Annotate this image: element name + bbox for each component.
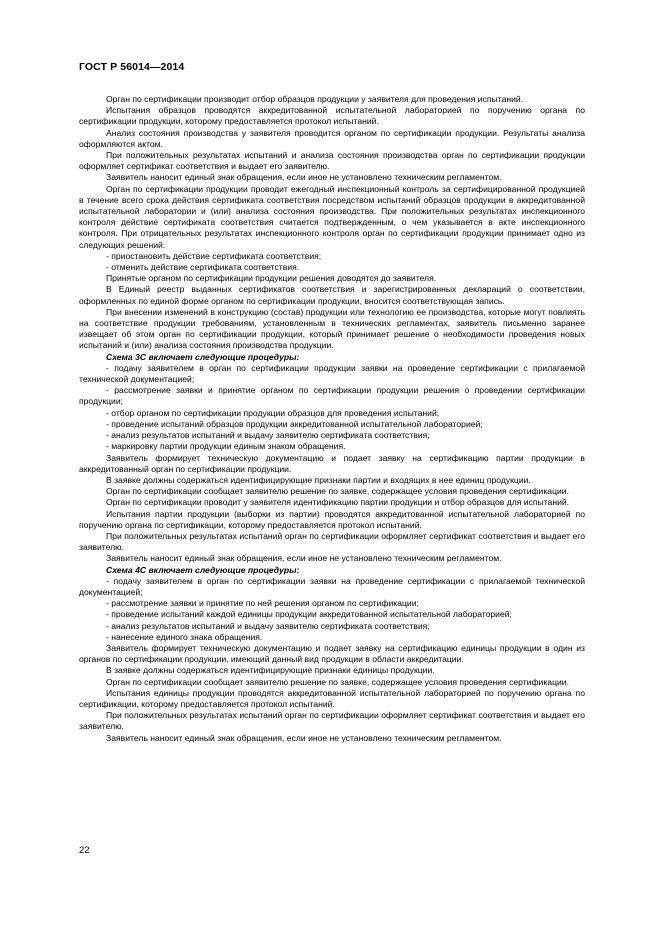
list-item: - проведение испытаний образцов продукции аккредитованной испытательной лабораторией; bbox=[106, 418, 483, 429]
section-heading: Схема 4С включает следующие процедуры: bbox=[106, 564, 300, 575]
list-item: - нанесение единого знака обращения. bbox=[106, 631, 263, 642]
body-paragraph: Орган по сертификации проводит у заявителя идентификацию партии продукции и отбор образцов для испытаний. bbox=[106, 497, 570, 508]
body-paragraph: Заявитель наносит единый знак обращения, если иное не установлено техническим регламентом. bbox=[106, 732, 502, 743]
body-paragraph: В Единый реестр выданных сертификатов соответствия и зарегистрированных деклараций о соответствии, оформленных по единой форме органом по сертификации продукции, вносится соответствующая запись. bbox=[79, 284, 585, 306]
list-item: - отбор органом по сертификации продукции образцов для проведения испытаний; bbox=[106, 407, 440, 418]
list-item: - подачу заявителем в орган по сертификации заявки на проведение сертификации с прилагаемой технической документацией; bbox=[79, 575, 585, 597]
body-paragraph: Заявитель наносит единый знак обращения, если иное не установлено техническим регламентом. bbox=[106, 553, 502, 564]
body-paragraph: Орган по сертификации сообщает заявителю решение по заявке, содержащее условия проведения сертификации. bbox=[106, 676, 570, 687]
body-paragraph: При положительных результатах испытаний орган по сертификации оформляет сертификат соответствия и выдает его заявителю. bbox=[79, 710, 585, 732]
body-paragraph: Испытания партии продукции (выборки из партии) проводятся аккредитованной испытательной лабораторией по поручению органа по сертификации, которому предоставляется протокол испытаний. bbox=[79, 508, 585, 530]
body-paragraph: Испытания образцов проводятся аккредитованной испытательной лабораторией по поручению органа по сертификации продукции, которому предоставляется протокол испытаний. bbox=[79, 105, 585, 127]
list-item: - анализ результатов испытаний и выдачу заявителю сертификата соответствия; bbox=[106, 620, 430, 631]
list-item: - отменить действие сертификата соответствия. bbox=[106, 262, 300, 273]
body-paragraph: Орган по сертификации продукции проводит ежегодный инспекционный контроль за сертифицированной продукцией в течение всего срока действия сертификата соответствия посредством испытаний образцов продукции в аккредитованной испытательной лаборатории и (или) анализа состояния производства. При положительных результатах инспекционного контроля действие сертификата соответствия считается подтвержденным, о чем указывается в акте инспекционного контроля. При отрицательных результатах инспекционного контроля орган по сертификации продукции принимает одно из следующих решений: bbox=[79, 183, 585, 250]
list-item: - подачу заявителем в орган по сертификации продукции заявки на проведение сертификации с прилагаемой технической документацией; bbox=[79, 362, 585, 385]
document-body bbox=[79, 94, 585, 744]
body-paragraph: Орган по сертификации сообщает заявителю решение по заявке, содержащее условия проведения сертификации. bbox=[106, 486, 570, 497]
body-paragraph: Заявитель формирует техническую документацию и подает заявку на сертификацию единицы продукции в один из органов по сертификации продукции, имеющий данный вид продукции в области аккредитации. bbox=[79, 642, 585, 665]
document-header: ГОСТ Р 56014—2014 bbox=[79, 61, 185, 73]
body-paragraph: В заявке должны содержаться идентифицирующие признаки единицы продукции. bbox=[106, 665, 435, 676]
body-paragraph: При положительных результатах испытаний орган по сертификации оформляет сертификат соответствия и выдает его заявителю. bbox=[79, 530, 585, 553]
body-paragraph: Заявитель формирует техническую документацию и подает заявку на сертификацию партии продукции в аккредитованный орган по сертификации продукции. bbox=[79, 452, 585, 474]
list-item: - рассмотрение заявки и принятие органом по сертификации продукции решения о проведении сертификации продукции; bbox=[79, 385, 585, 407]
body-paragraph: Анализ состояния производства у заявителя проводится органом по сертификации продукции. Результаты анализа оформляются актом. bbox=[79, 127, 585, 149]
list-item: - анализ результатов испытаний и выдачу заявителю сертификата соответствия; bbox=[106, 430, 430, 441]
page-number: 22 bbox=[79, 845, 90, 856]
body-paragraph: В заявке должны содержаться идентифицирующие признаки партии и входящих в нее единиц продукции. bbox=[106, 474, 531, 485]
section-heading: Схема 3С включает следующие процедуры: bbox=[106, 351, 300, 362]
body-paragraph: При положительных результатах испытаний и анализа состояния производства орган по сертификации продукции оформляет сертификат соответствия и выдает его заявителю. bbox=[79, 150, 585, 172]
body-paragraph: При внесении изменений в конструкцию (состав) продукции или технологию ее производства, которые могут повлиять на соответствие продукции требованиям, установленным в технических регламентах, заявитель письменно заранее извещает об этом орган по сертификации продукции, который принимает решение о необходимости проведения новых испытаний и (или) анализа состояния производства продукции. bbox=[79, 306, 585, 351]
list-item: - маркировку партии продукции единым знаком обращения. bbox=[106, 441, 346, 452]
body-paragraph: Заявитель наносит единый знак обращения, если иное не установлено техническим регламентом. bbox=[106, 172, 502, 183]
body-paragraph: Испытания единицы продукции проводятся аккредитованной испытательной лабораторией по поручению органа по сертификации, которому предоставляется протокол испытаний. bbox=[79, 687, 585, 709]
list-item: - проведение испытаний каждой единицы продукции аккредитованной испытательной лабораторией; bbox=[106, 609, 512, 620]
body-paragraph: Орган по сертификации производит отбор образцов продукции у заявителя для проведения испытаний. bbox=[106, 94, 524, 104]
list-item: - приостановить действие сертификата соответствия; bbox=[106, 250, 322, 261]
list-item: - рассмотрение заявки и принятие по ней решения органом по сертификации; bbox=[106, 598, 419, 609]
body-paragraph: Принятые органом по сертификации продукции решения доводятся до заявителя. bbox=[106, 273, 437, 284]
